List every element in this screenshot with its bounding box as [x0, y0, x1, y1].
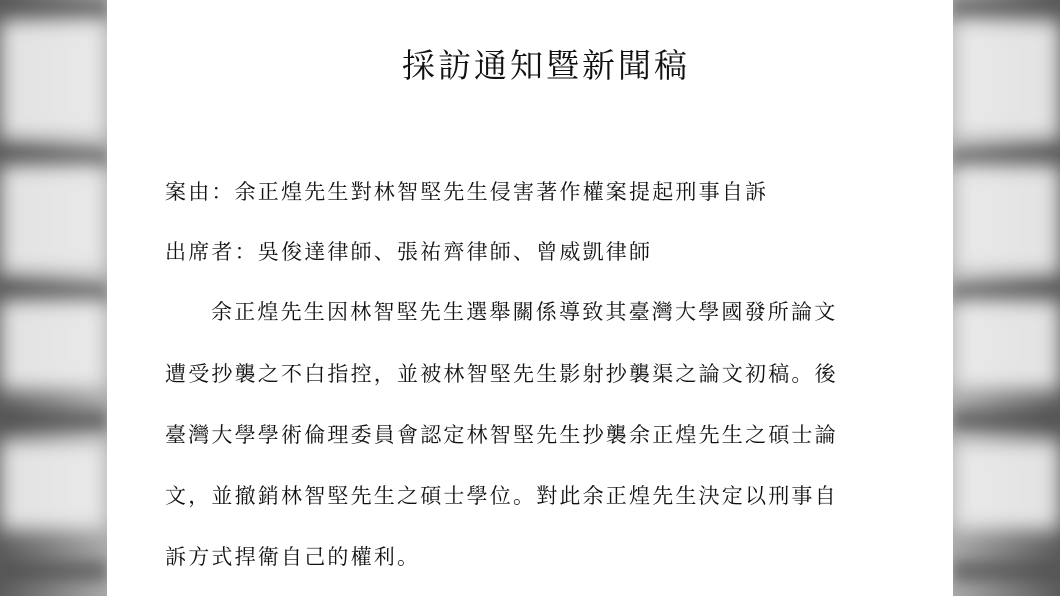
case-reason-line: 案由：余正煌先生對林智堅先生侵害著作權案提起刑事自訴 — [165, 180, 769, 204]
right-blurred-background — [953, 0, 1060, 596]
document-title: 採訪通知暨新聞稿 — [402, 46, 690, 85]
body-line-4: 文，並撤銷林智堅先生之碩士學位。對此余正煌先生決定以刑事自 — [165, 484, 838, 508]
document-page — [107, 0, 985, 596]
attendees-line: 出席者：吳俊達律師、張祐齊律師、曾威凱律師 — [165, 240, 653, 264]
body-line-1: 余正煌先生因林智堅先生選舉關係導致其臺灣大學國發所論文 — [211, 300, 838, 324]
body-line-2: 遭受抄襲之不白指控，並被林智堅先生影射抄襲渠之論文初稿。後 — [165, 362, 838, 386]
body-line-5: 訴方式捍衛自己的權利。 — [165, 545, 421, 569]
body-line-3: 臺灣大學學術倫理委員會認定林智堅先生抄襲余正煌先生之碩士論 — [165, 423, 838, 447]
left-blurred-background — [0, 0, 107, 596]
